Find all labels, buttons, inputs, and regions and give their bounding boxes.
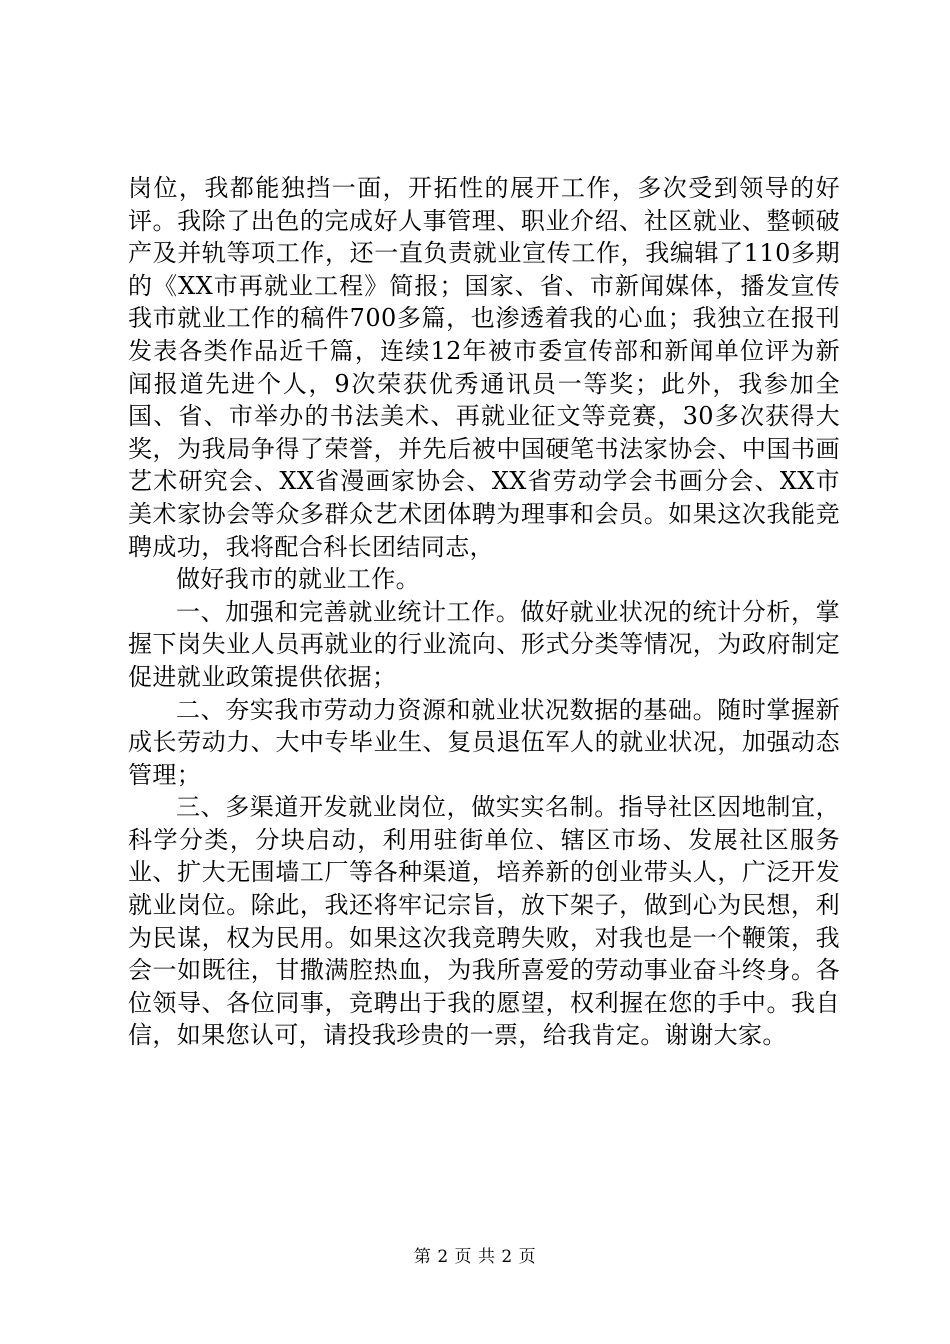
page-footer: 第 2 页 共 2 页 — [413, 1247, 537, 1267]
paragraph-2: 做好我市的就业工作。 — [176, 565, 420, 594]
paragraph-3: 一、加强和完善就业统计工作。做好就业状况的统计分析，掌握下岗失业人员再就业的行业流向、形式分类等情况，为政府制定促进就业政策提供依据； — [128, 597, 840, 691]
paragraph-5: 三、多渠道开发就业岗位，做实实名制。指导社区因地制宜，科学分类，分块启动，利用驻街单位、辖区市场、发展社区服务业、扩大无围墙工厂等各种渠道，培养新的创业带头人，广泛开发就业岗位。除此，我还将牢记宗旨，放下架子，做到心为民想，利为民谋，权为民用。如果这次我竞聘失败，对我也是一个鞭策，我会一如既往，甘撒满腔热血，为我所喜爱的劳动事业奋斗终身。各位领导、各位同事，竞聘出于我的愿望，权利握在您的手中。我自信，如果您认可，请投我珍贵的一票，给我肯定。谢谢大家。 — [128, 793, 840, 1050]
document-body — [128, 172, 840, 1052]
paragraph-4: 二、夯实我市劳动力资源和就业状况数据的基础。随时掌握新成长劳动力、大中专毕业生、复员退伍军人的就业状况，加强动态管理； — [128, 695, 840, 789]
paragraph-1: 岗位，我都能独挡一面，开拓性的展开工作，多次受到领导的好评。我除了出色的完成好人事管理、职业介绍、社区就业、整顿破产及并轨等项工作，还一直负责就业宣传工作，我编辑了110多期的《XX市再就业工程》简报；国家、省、市新闻媒体，播发宣传我市就业工作的稿件700多篇，也渗透着我的心血；我独立在报刊发表各类作品近千篇，连续12年被市委宣传部和新闻单位评为新闻报道先进个人，9次荣获优秀通讯员一等奖；此外，我参加全国、省、市举办的书法美术、再就业征文等竞赛，30多次获得大奖，为我局争得了荣誉，并先后被中国硬笔书法家协会、中国书画艺术研究会、XX省漫画家协会、XX省劳动学会书画分会、XX市美术家协会等众多群众艺术团体聘为理事和会员。如果这次我能竞聘成功，我将配合科长团结同志， — [128, 174, 840, 561]
